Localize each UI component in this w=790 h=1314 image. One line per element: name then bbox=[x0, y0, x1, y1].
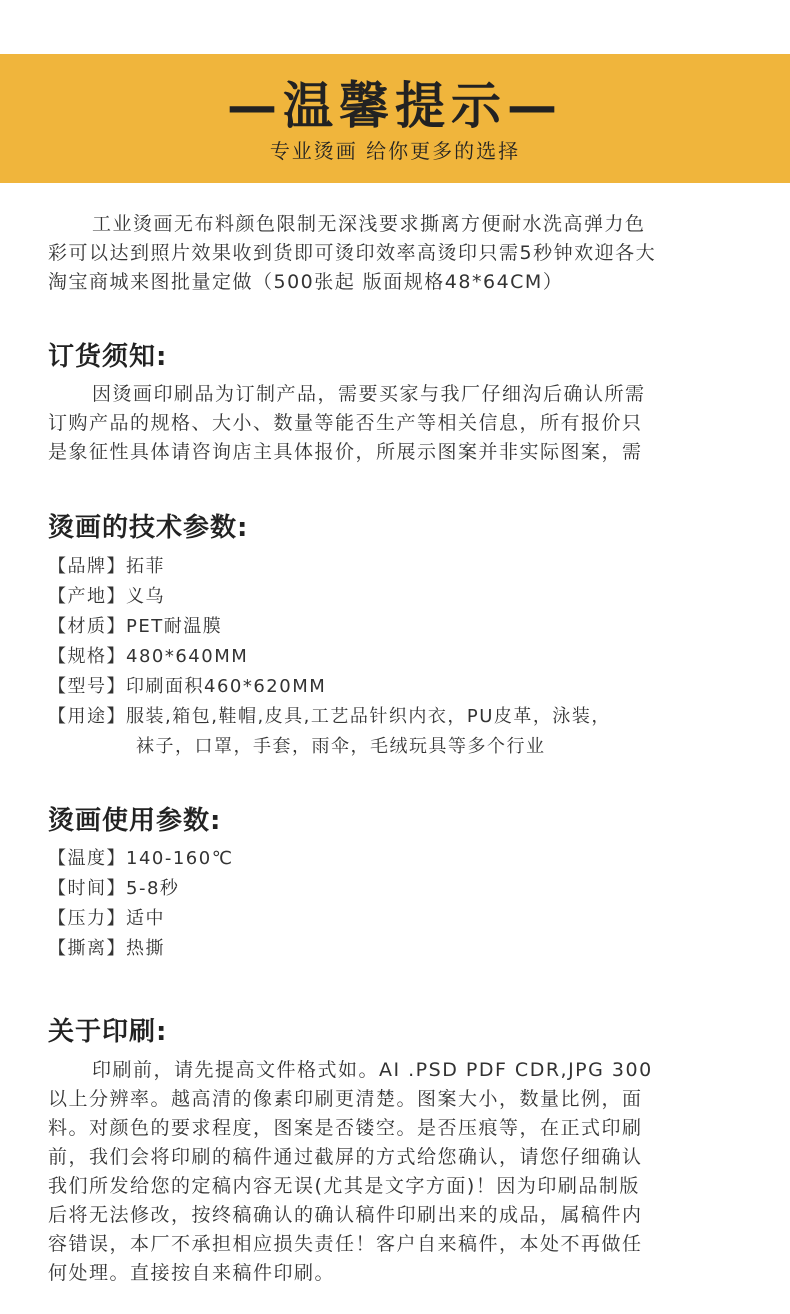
order-notice-line: 因烫画印刷品为订制产品，需要买家与我厂仔细沟后确认所需 bbox=[92, 383, 646, 405]
banner-subtitle: 专业烫画 给你更多的选择 bbox=[269, 139, 521, 163]
printing-line: 料。对颜色的要求程度，图案是否镂空。是否压痕等，在正式印刷 bbox=[48, 1117, 643, 1139]
order-notice-line: 订购产品的规格、大小、数量等能否生产等相关信息，所有报价只 bbox=[48, 412, 643, 434]
spec-size: 【规格】480*640MM bbox=[48, 646, 249, 667]
intro-line: 彩可以达到照片效果收到货即可烫印效率高烫印只需5秒钟欢迎各大 bbox=[48, 242, 657, 264]
spec-usage: 【用途】服装,箱包,鞋帽,皮具,工艺品针织内衣，PU皮革，泳装， bbox=[48, 706, 611, 727]
param-peel: 【撕离】热撕 bbox=[48, 938, 165, 959]
order-notice-heading: 订货须知: bbox=[48, 342, 168, 372]
intro-paragraph bbox=[48, 210, 748, 297]
intro-line: 工业烫画无布料颜色限制无深浅要求撕离方便耐水洗高弹力色 bbox=[92, 213, 646, 235]
order-notice-line: 是象征性具体请咨询店主具体报价，所展示图案并非实际图案，需 bbox=[48, 441, 643, 463]
use-params-heading: 烫画使用参数: bbox=[48, 806, 222, 836]
banner-title: —温馨提示— bbox=[227, 77, 563, 135]
printing-line: 何处理。直接按自来稿件印刷。 bbox=[48, 1262, 336, 1284]
param-pressure: 【压力】适中 bbox=[48, 908, 165, 929]
use-params-list bbox=[48, 844, 748, 964]
spec-brand: 【品牌】拓菲 bbox=[48, 556, 165, 577]
order-notice-paragraph bbox=[48, 380, 748, 467]
printing-line: 前，我们会将印刷的稿件通过截屏的方式给您确认，请您仔细确认 bbox=[48, 1146, 643, 1168]
printing-heading: 关于印刷: bbox=[48, 1017, 168, 1047]
printing-line: 后将无法修改，按终稿确认的确认稿件印刷出来的成品，属稿件内 bbox=[48, 1204, 643, 1226]
printing-paragraph bbox=[48, 1056, 748, 1288]
printing-line: 印刷前，请先提高文件格式如。AI .PSD PDF CDR,JPG 300 bbox=[92, 1059, 653, 1081]
spec-material: 【材质】PET耐温膜 bbox=[48, 616, 223, 637]
spec-usage-continuation: 袜子，口罩，手套，雨伞，毛绒玩具等多个行业 bbox=[136, 736, 546, 757]
spec-model: 【型号】印刷面积460*620MM bbox=[48, 676, 327, 697]
param-time: 【时间】5-8秒 bbox=[48, 878, 180, 899]
printing-line: 以上分辨率。越高清的像素印刷更清楚。图案大小，数量比例，面 bbox=[48, 1088, 643, 1110]
printing-line: 我们所发给您的定稿内容无误(尤其是文字方面)！因为印刷品制版 bbox=[48, 1175, 640, 1197]
tech-params-list bbox=[48, 552, 748, 762]
spec-origin: 【产地】义乌 bbox=[48, 586, 165, 607]
intro-line: 淘宝商城来图批量定做（500张起 版面规格48*64CM） bbox=[48, 271, 564, 293]
tech-params-heading: 烫画的技术参数: bbox=[48, 513, 249, 543]
param-temperature: 【温度】140-160℃ bbox=[48, 848, 234, 869]
printing-line: 容错误，本厂不承担相应损失责任！客户自来稿件，本处不再做任 bbox=[48, 1233, 643, 1255]
